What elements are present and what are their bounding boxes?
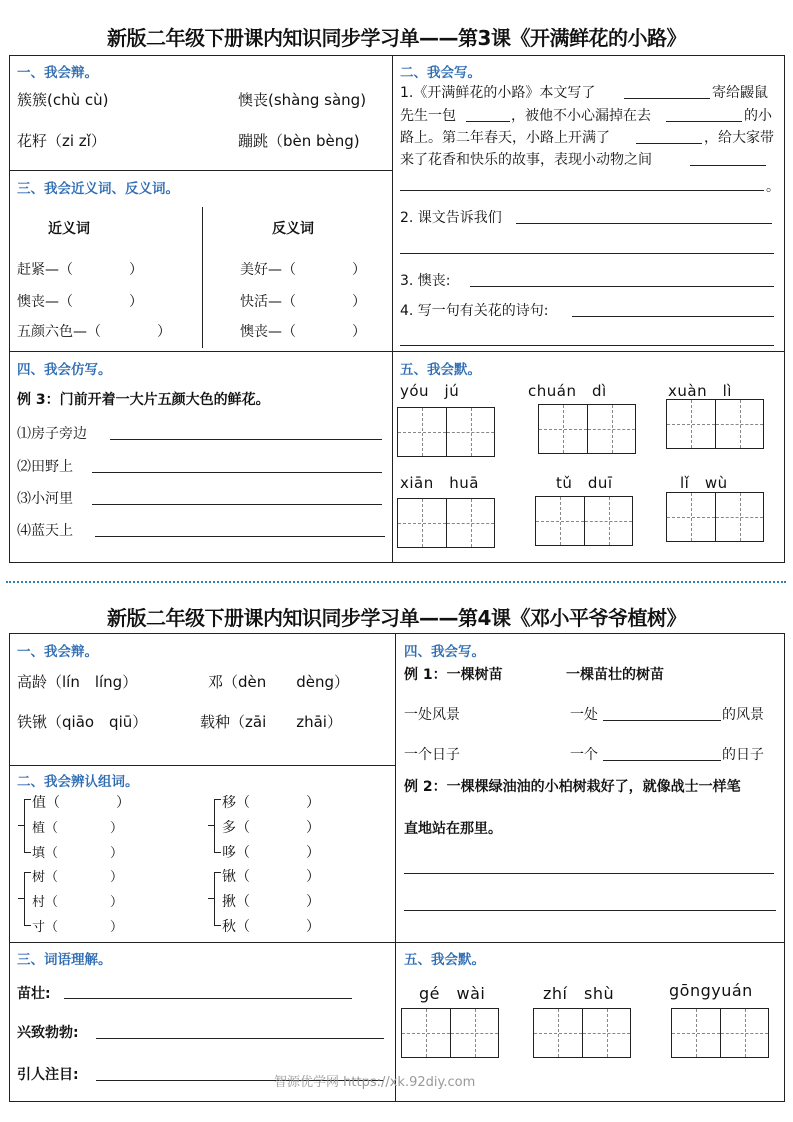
- answer-line[interactable]: [96, 1038, 384, 1039]
- passage-text: 。: [766, 179, 780, 195]
- answer-line[interactable]: [110, 439, 382, 440]
- passage-text: 来了花香和快乐的故事，表现小动物之间: [400, 152, 652, 168]
- character-item[interactable]: 寸（ ）: [32, 920, 124, 935]
- group-brace: [208, 898, 214, 899]
- section-heading: 二、我会辨认组词。: [17, 774, 139, 790]
- answer-line[interactable]: [92, 504, 382, 505]
- answer-line[interactable]: [400, 190, 764, 191]
- section-heading: 五、我会默。: [404, 952, 485, 968]
- section-heading: 一、我会辩。: [17, 65, 98, 81]
- writing-grid[interactable]: [666, 399, 764, 449]
- answer-blank[interactable]: [690, 165, 766, 166]
- group-brace: [18, 898, 24, 899]
- section-heading: 五、我会默。: [400, 362, 481, 378]
- vocab-term: 引人注目:: [17, 1067, 79, 1083]
- question-text: 4. 写一句有关花的诗句:: [400, 303, 549, 319]
- pinyin-label: gé wài: [419, 984, 486, 1003]
- word-pronunciation: 簇簇(chù cù): [17, 91, 109, 109]
- phrase-prompt: 一个: [570, 747, 598, 763]
- writing-grid[interactable]: [538, 404, 636, 454]
- character-item[interactable]: 植（ ）: [32, 821, 124, 836]
- synonym-item[interactable]: 赶紧—（ ）: [17, 262, 143, 278]
- answer-line[interactable]: [470, 286, 774, 287]
- antonym-item[interactable]: 懊丧—（ ）: [240, 324, 366, 340]
- group-brace: [24, 872, 31, 926]
- character-item[interactable]: 值（ ）: [32, 795, 130, 811]
- answer-line[interactable]: [400, 345, 774, 346]
- character-item[interactable]: 秋（ ）: [222, 919, 320, 935]
- word-pronunciation: 载种（zāi zhāi）: [200, 713, 342, 731]
- answer-line[interactable]: [92, 472, 382, 473]
- answer-line[interactable]: [400, 253, 774, 254]
- synonym-header: 近义词: [48, 221, 90, 237]
- writing-grid[interactable]: [666, 492, 764, 542]
- group-brace: [24, 799, 31, 853]
- writing-grid[interactable]: [535, 496, 633, 546]
- pinyin-label: tǔ duī: [556, 474, 613, 492]
- group-brace: [208, 825, 214, 826]
- watermark: 智源优学网 https://xk.92diy.com: [274, 1075, 476, 1090]
- example-sentence: 例 2：一棵棵绿油油的小柏树栽好了，就像战士一样笔: [404, 779, 741, 795]
- passage-text: 1.《开满鲜花的小路》本文写了: [400, 85, 596, 101]
- pinyin-label: xiān huā: [400, 474, 479, 492]
- example-sentence: 例 1：一棵树苗: [404, 667, 503, 683]
- answer-line[interactable]: [404, 873, 774, 874]
- answer-blank[interactable]: [636, 143, 702, 144]
- pinyin-label: lǐ wù: [680, 474, 728, 492]
- example-sentence: 直地站在那里。: [404, 821, 502, 837]
- lesson3-divider: [392, 55, 393, 563]
- group-brace: [214, 872, 221, 926]
- writing-grid[interactable]: [397, 407, 495, 457]
- character-item[interactable]: 移（ ）: [222, 795, 320, 811]
- divider: [9, 942, 785, 943]
- lesson4-divider: [395, 633, 396, 1102]
- character-item[interactable]: 锹（ ）: [222, 869, 320, 885]
- phrase-prompt: 一处: [570, 707, 598, 723]
- character-item[interactable]: 多（ ）: [222, 820, 320, 836]
- section-heading: 四、我会仿写。: [17, 362, 112, 378]
- writing-grid[interactable]: [533, 1008, 631, 1058]
- section-heading: 三、词语理解。: [17, 952, 112, 968]
- section-heading: 二、我会写。: [400, 65, 481, 81]
- writing-grid[interactable]: [671, 1008, 769, 1058]
- passage-text: 路上。第二年春天，小路上开满了: [400, 130, 610, 146]
- word-pronunciation: 邓（dèn dèng）: [208, 673, 350, 691]
- passage-text: ，被他不小心漏掉在去: [511, 108, 651, 124]
- pinyin-label: xuàn lì: [668, 382, 732, 400]
- word-pronunciation: 蹦跳（bèn bèng): [238, 132, 360, 150]
- word-pronunciation: 高龄（lín líng）: [17, 673, 138, 691]
- passage-text: 的小: [744, 108, 772, 124]
- antonym-item[interactable]: 快活—（ ）: [240, 294, 366, 310]
- answer-line[interactable]: [404, 910, 776, 911]
- answer-blank[interactable]: [603, 760, 721, 761]
- section-separator: [6, 581, 786, 583]
- section-heading: 三、我会近义词、反义词。: [17, 181, 179, 197]
- lesson4-title: 新版二年级下册课内知识同步学习单——第4课《邓小平爷爷植树》: [107, 606, 686, 630]
- character-item[interactable]: 揪（ ）: [222, 894, 320, 910]
- passage-text: 先生一包: [400, 108, 456, 124]
- example-sentence: 例 3：门前开着一大片五颜大色的鲜花。: [17, 392, 270, 408]
- vocab-term: 兴致勃勃:: [17, 1025, 79, 1041]
- pinyin-label: chuán dì: [528, 382, 607, 400]
- answer-line[interactable]: [95, 536, 385, 537]
- pinyin-label: gōngyuán: [669, 981, 753, 1000]
- synonym-item[interactable]: 五颜六色—（ ）: [17, 324, 171, 340]
- phrase-prompt: 一个日子: [404, 747, 460, 763]
- answer-blank[interactable]: [624, 98, 710, 99]
- group-brace: [214, 799, 221, 853]
- question-text: 3. 懊丧:: [400, 273, 451, 289]
- character-item[interactable]: 填（ ）: [32, 846, 124, 861]
- group-brace: [18, 825, 24, 826]
- imitation-prompt: ⑵田野上: [17, 459, 73, 475]
- synonym-item[interactable]: 懊丧—（ ）: [17, 294, 143, 310]
- antonym-item[interactable]: 美好—（ ）: [240, 262, 366, 278]
- phrase-prompt: 的日子: [722, 747, 764, 763]
- lesson4-frame: [9, 633, 785, 1102]
- answer-line[interactable]: [64, 998, 352, 999]
- character-item[interactable]: 哆（ ）: [222, 845, 320, 861]
- question-text: 2. 课文告诉我们: [400, 210, 502, 226]
- answer-line[interactable]: [572, 316, 774, 317]
- phrase-prompt: 一处风景: [404, 707, 460, 723]
- example-sentence: 一棵苗壮的树苗: [566, 667, 664, 683]
- divider: [9, 765, 396, 766]
- writing-grid[interactable]: [397, 498, 495, 548]
- answer-blank[interactable]: [666, 121, 742, 122]
- antonym-header: 反义词: [272, 221, 314, 237]
- word-pronunciation: 懊丧(shàng sàng): [238, 91, 367, 109]
- lesson3-title: 新版二年级下册课内知识同步学习单——第3课《开满鲜花的小路》: [107, 26, 686, 50]
- section-heading: 四、我会写。: [404, 644, 485, 660]
- vocab-term: 苗壮:: [17, 986, 51, 1002]
- answer-blank[interactable]: [603, 720, 721, 721]
- character-item[interactable]: 村（ ）: [32, 895, 124, 910]
- column-divider: [202, 207, 203, 348]
- divider: [9, 351, 785, 352]
- passage-text: 寄给鼹鼠: [712, 85, 768, 101]
- divider: [9, 170, 393, 171]
- phrase-prompt: 的风景: [722, 707, 764, 723]
- passage-text: ，给大家带: [704, 130, 774, 146]
- word-pronunciation: 铁锹（qiāo qiū）: [17, 713, 148, 731]
- imitation-prompt: ⑴房子旁边: [17, 426, 87, 442]
- pinyin-label: yóu jú: [400, 382, 460, 400]
- pinyin-label: zhí shù: [543, 984, 615, 1003]
- answer-blank[interactable]: [466, 121, 510, 122]
- character-item[interactable]: 树（ ）: [32, 870, 124, 885]
- imitation-prompt: ⑷蓝天上: [17, 523, 73, 539]
- section-heading: 一、我会辩。: [17, 644, 98, 660]
- word-pronunciation: 花籽（zi zǐ）: [17, 132, 106, 150]
- writing-grid[interactable]: [401, 1008, 499, 1058]
- answer-line[interactable]: [516, 223, 772, 224]
- imitation-prompt: ⑶小河里: [17, 491, 73, 507]
